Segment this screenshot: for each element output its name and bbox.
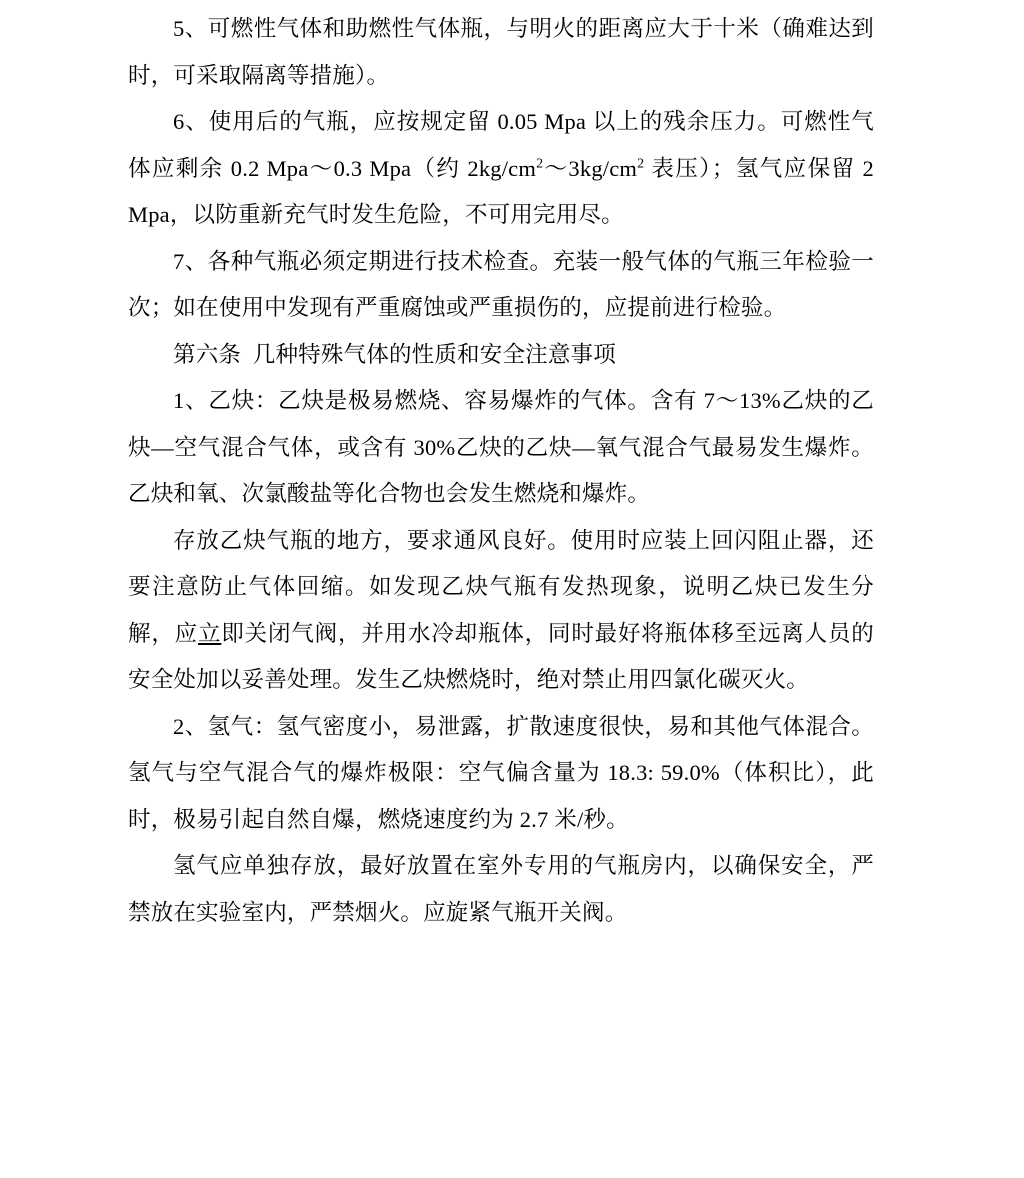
paragraph-item-6: 6、使用后的气瓶，应按规定留 0.05 Mpa 以上的残余压力。可燃性气体应剩余 0.2 Mpa～0.3 Mpa（约 $2kg/cm^2\sim 3kg/cm^2$ 表压）；氢气应保留 2 Mpa，以防重新充气时发生危险，不可用完用尽。 xyxy=(128,109,874,227)
paragraph-item-7: 7、各种气瓶必须定期进行技术检查。充装一般气体的气瓶三年检验一次；如在使用中发现有严重腐蚀或严重损伤的，应提前进行检验。 xyxy=(128,248,874,320)
value-hydrogen-limit: 18.3: 59.0% xyxy=(607,760,720,785)
paragraph-hydrogen-storage: 氢气应单独存放，最好放置在室外专用的气瓶房内，以确保安全，严禁放在实验室内，严禁烟火。应旋紧气瓶开关阀。 xyxy=(128,853,874,925)
value-acetylene-range: 7～13% xyxy=(703,388,781,413)
paragraph-acetylene-storage: 存放乙炔气瓶的地方，要求通风良好。使用时应装上回闪阻止器，还要注意防止气体回缩。如发现乙炔气瓶有发热现象，说明乙炔已发生分解，应立即关闭气阀，并用水冷却瓶体，同时最好将瓶体移至远离人员的安全处加以妥善处理。发生乙炔燃烧时，绝对禁止用四氯化碳灭火。 xyxy=(128,527,874,692)
paragraph-hydrogen-2: 2、氢气：氢气密度小，易泄露，扩散速度很快，易和其他气体混合。氢气与空气混合气的爆炸极限：空气偏含量为 18.3: 59.0%（体积比），此时，极易引起自然自爆，燃烧速度约为 2.7 米/秒。 xyxy=(128,713,874,832)
paragraph-item-5: 5、可燃性气体和助燃性气体瓶，与明火的距离应大于十米（确难达到时，可采取隔离等措施）。 xyxy=(128,16,874,88)
document-body xyxy=(128,6,874,936)
value-gauge-pressure: $2kg/cm^2\sim 3kg/cm^2$ xyxy=(467,155,645,181)
value-hydrogen-pressure: 2 Mpa xyxy=(128,155,874,227)
value-pressure-range: 0.2 Mpa～0.3 Mpa xyxy=(230,155,412,181)
value-burn-speed: 2.7 米/秒 xyxy=(519,806,607,832)
underlined-text: 立 xyxy=(198,620,222,646)
value-acetylene-percent: 30% xyxy=(413,434,456,460)
paragraph-acetylene-1: 1、乙炔：乙炔是极易燃烧、容易爆炸的气体。含有 7～13%乙炔的乙炔—空气混合气体，或含有 30%乙炔的乙炔—氧气混合气最易发生爆炸。乙炔和氧、次氯酸盐等化合物也会发生燃烧和爆炸。 xyxy=(128,388,874,506)
paragraph-article-six-heading: 第六条 几种特殊气体的性质和安全注意事项 xyxy=(173,341,616,367)
value-pressure-min: 0.05 Mpa xyxy=(497,109,587,134)
